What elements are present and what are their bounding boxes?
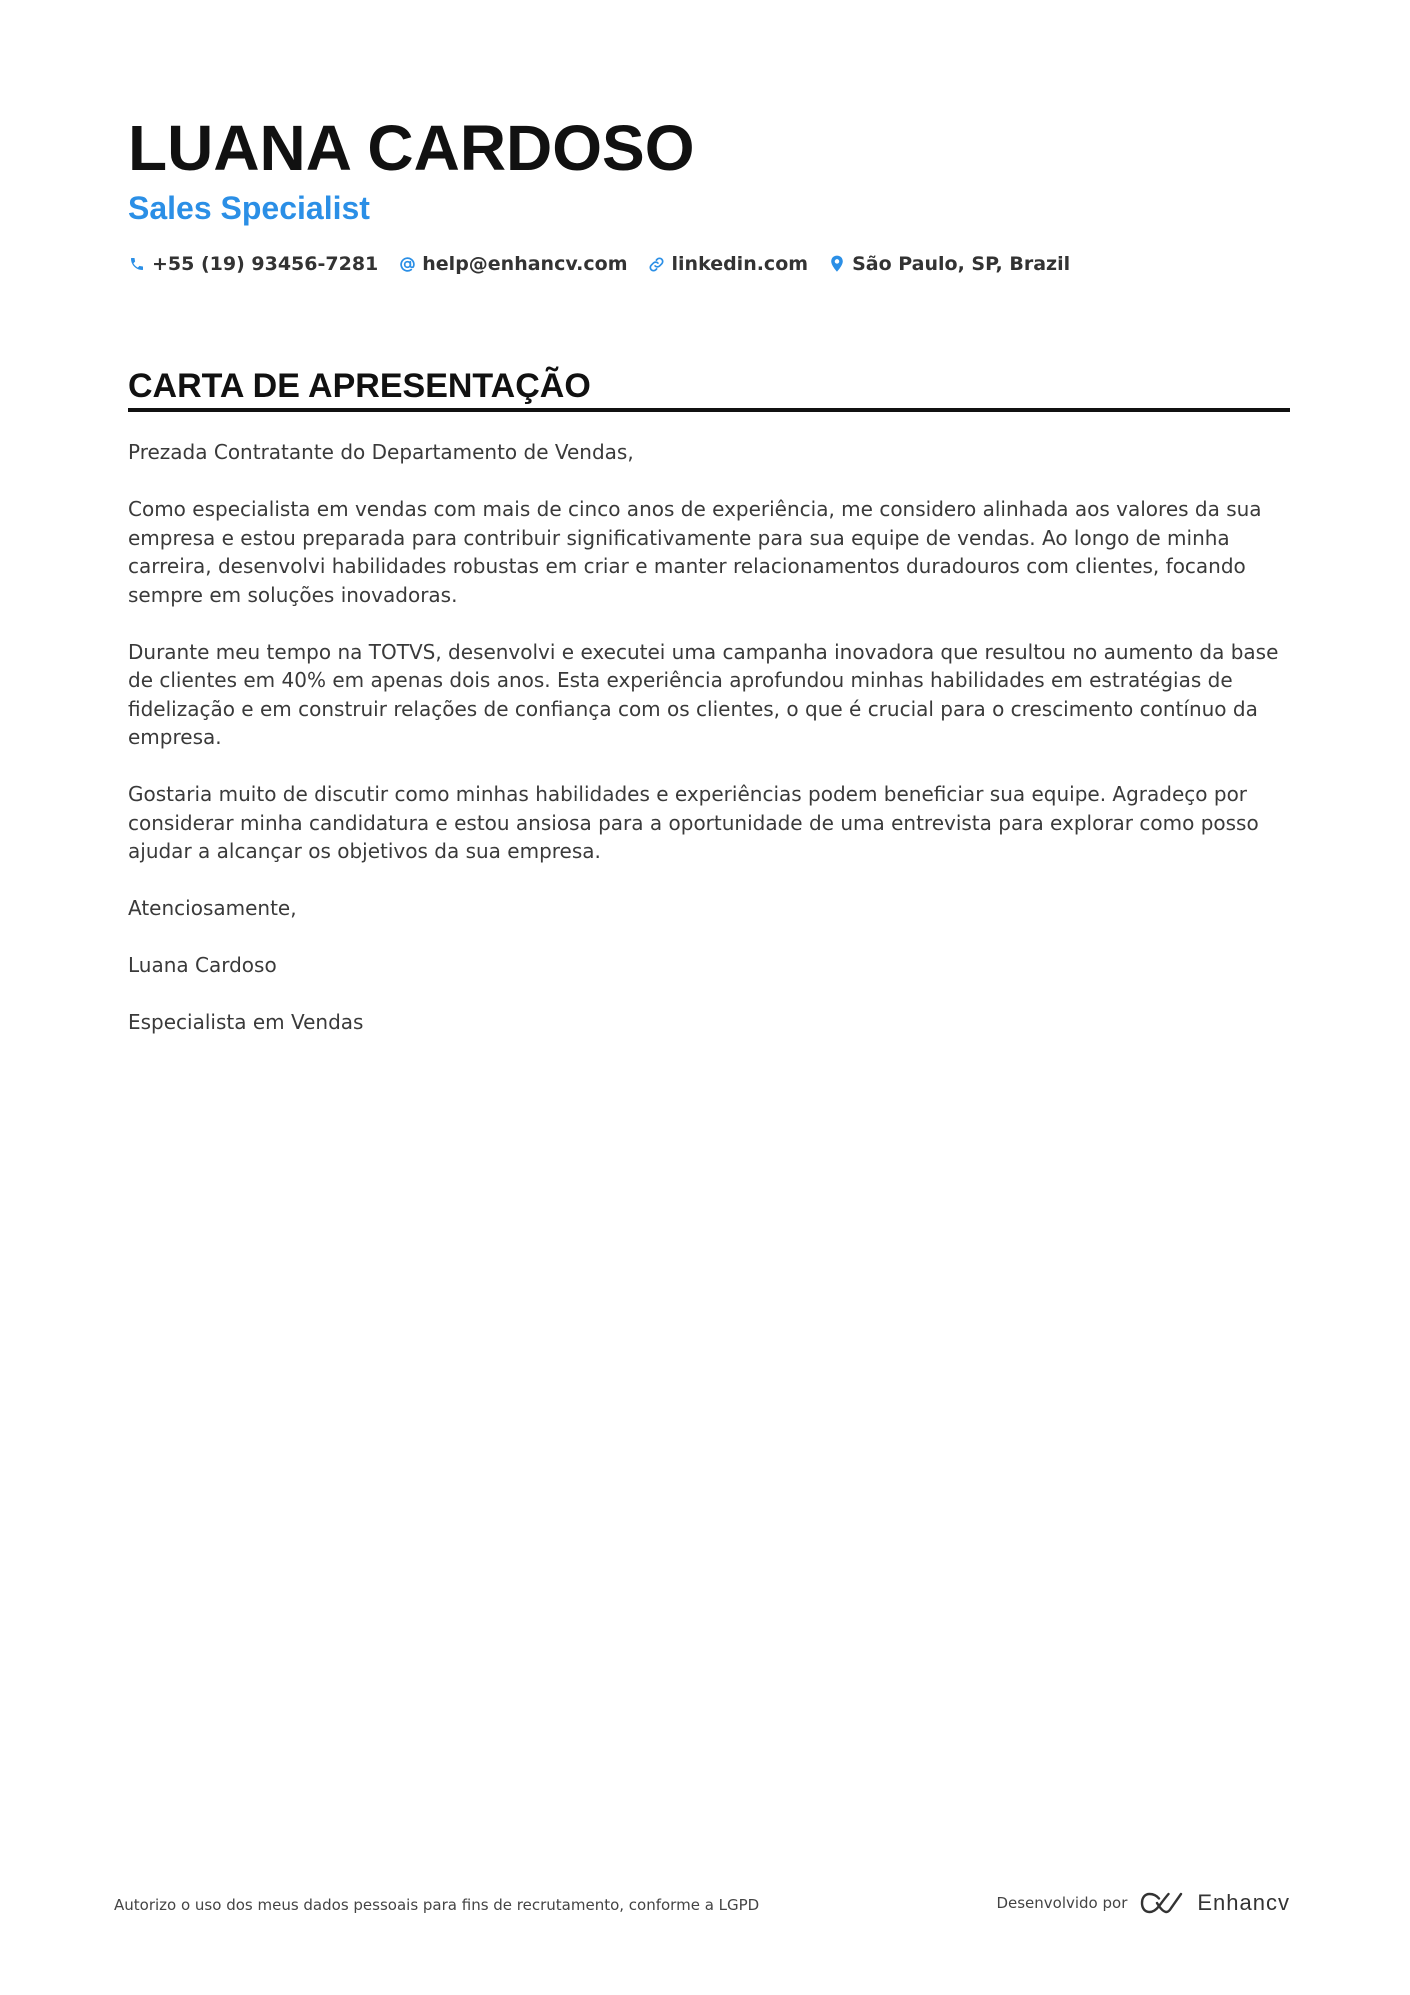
phone-icon xyxy=(128,255,146,273)
section-title: CARTA DE APRESENTAÇÃO xyxy=(128,366,1290,412)
letter-paragraph-3: Gostaria muito de discutir como minhas habilidades e experiências podem beneficiar sua equipe. Agradeço por considerar minha candidatura e estou ansiosa para a oportunidade de uma entrevista para explorar como posso ajudar a alcançar os objetivos da sua empresa. xyxy=(128,782,1259,863)
letter-paragraph-1: Como especialista em vendas com mais de cinco anos de experiência, me considero alinhada aos valores da sua empresa e estou preparada para contribuir significativamente para sua equipe de vendas. Ao longo de minha carreira, desenvolvi habilidades robustas em criar e manter relacionamentos duradouros com clientes, focando sempre em soluções inovadoras. xyxy=(128,497,1262,607)
data-consent-note: Autorizo o uso dos meus dados pessoais para fins de recrutamento, conforme a LGPD xyxy=(114,1896,760,1914)
contact-bar xyxy=(128,248,1290,280)
location-pin-icon xyxy=(828,255,846,273)
signature-title: Especialista em Vendas xyxy=(128,1010,364,1034)
link-icon xyxy=(648,255,666,273)
contact-email[interactable] xyxy=(398,253,627,275)
letter-greeting: Prezada Contratante do Departamento de Vendas, xyxy=(128,440,634,464)
letter-closing: Atenciosamente, xyxy=(128,896,297,920)
contact-location xyxy=(828,253,1070,275)
contact-location-text: São Paulo, SP, Brazil xyxy=(852,253,1071,275)
page-footer xyxy=(114,1886,1290,1926)
brand-credit[interactable] xyxy=(996,1890,1290,1916)
contact-email-text: help@enhancv.com xyxy=(422,253,628,275)
contact-phone-text: +55 (19) 93456-7281 xyxy=(152,253,379,275)
letter-body xyxy=(128,438,1290,1037)
letter-paragraph-2: Durante meu tempo na TOTVS, desenvolvi e executei uma campanha inovadora que resultou no aumento da base de clientes em 40% em apenas dois anos. Esta experiência aprofundou minhas habilidades em estratégias de fidelização e em construir relações de confiança com os clientes, o que é crucial para o crescimento contínuo da empresa. xyxy=(128,639,1279,749)
cover-letter-section xyxy=(128,366,1290,1037)
contact-link[interactable] xyxy=(648,253,809,275)
contact-phone xyxy=(128,253,378,275)
signature-name: Luana Cardoso xyxy=(128,953,277,977)
candidate-name: LUANA CARDOSO xyxy=(128,112,695,184)
brand-name: Enhancv xyxy=(1197,1890,1290,1915)
cover-letter-page xyxy=(128,110,1290,1065)
at-icon xyxy=(398,255,416,273)
contact-link-text: linkedin.com xyxy=(671,253,809,275)
candidate-role: Sales Specialist xyxy=(128,190,370,226)
enhancv-logo-icon xyxy=(1139,1891,1185,1915)
powered-by-label: Desenvolvido por xyxy=(996,1894,1128,1912)
